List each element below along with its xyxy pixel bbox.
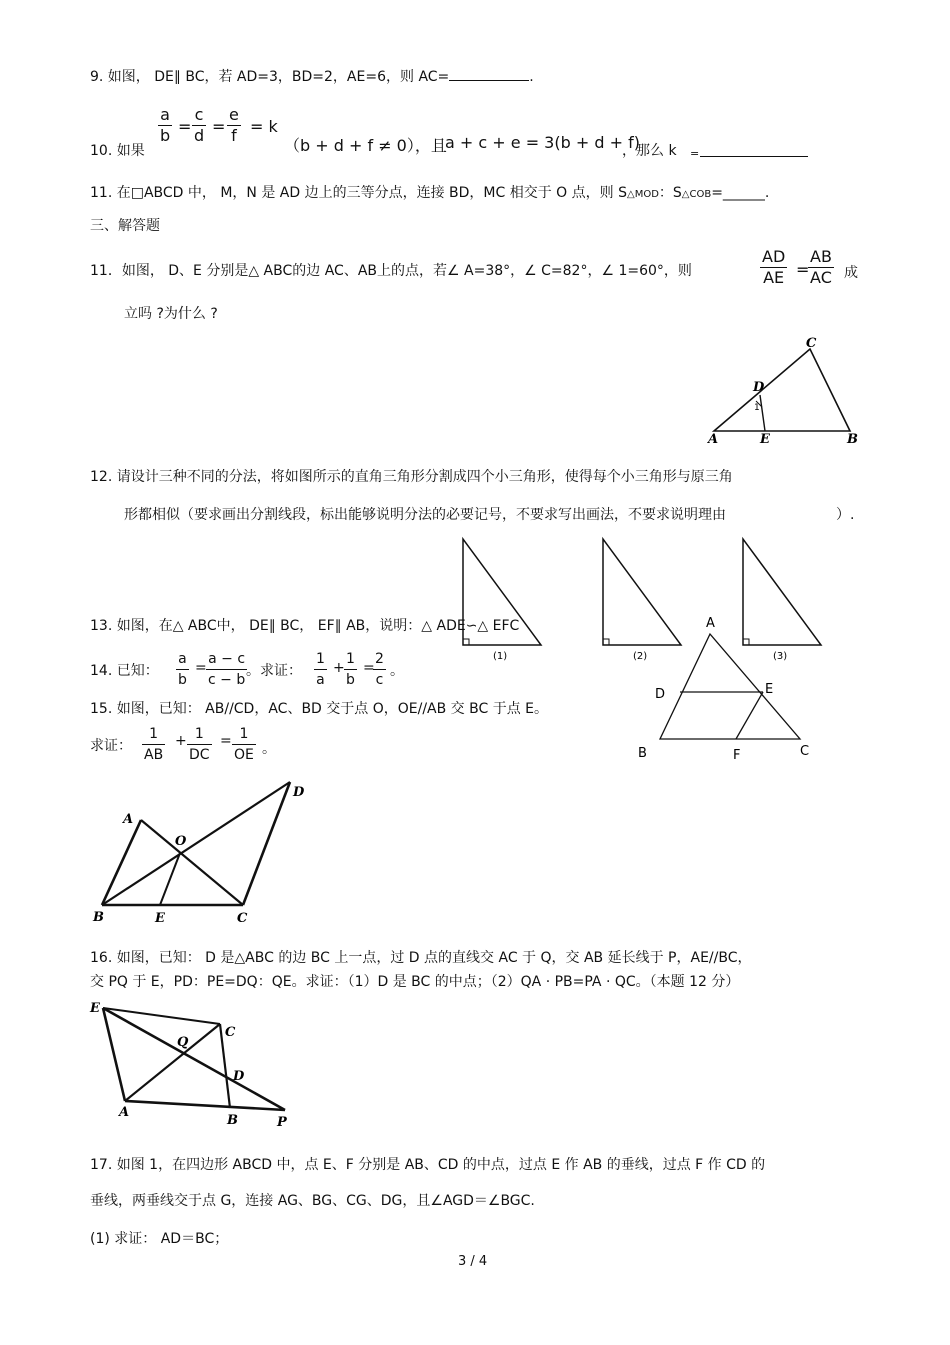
question-10-prefix: 10. 如果 (90, 143, 145, 159)
question-10-sum: a + c + e = 3(b + d + f) (445, 133, 640, 152)
triangle-pqe-figure (85, 998, 305, 1133)
answer-blank[interactable] (700, 142, 808, 157)
label-1: (1) (493, 651, 508, 662)
triangle-abc-figure (700, 335, 870, 450)
answer-blank[interactable] (449, 80, 529, 81)
right-triangle-1 (455, 535, 555, 665)
label-d: D (293, 785, 305, 800)
label-b: B (227, 1113, 238, 1128)
label-d: D (655, 687, 666, 702)
section-title: 三、解答题 (90, 218, 160, 234)
fraction-1-a: 1 a (316, 651, 325, 688)
label-b: B (847, 432, 858, 447)
label-p: P (277, 1115, 287, 1130)
fraction-a-minus-c: a − c c − b (208, 651, 246, 688)
label-e: E (765, 682, 774, 697)
label-e: E (760, 432, 770, 447)
label-a: A (708, 432, 719, 447)
fraction-e-f: e f (229, 105, 239, 145)
label-a: A (119, 1105, 130, 1120)
question-9-text: 9. 如图， DE∥ BC，若 AD=3，BD=2，AE=6，则 AC= (90, 69, 450, 85)
label-f: F (733, 748, 741, 763)
label-b: B (638, 746, 647, 761)
question-9: 9. 如图， DE∥ BC，若 AD=3，BD=2，AE=6，则 AC= . (90, 69, 534, 85)
trapezoid-figure (85, 775, 325, 935)
label-e: E (155, 911, 165, 926)
fraction-1-oe: 1 OE (234, 726, 254, 763)
label-d: D (753, 380, 765, 395)
label-angle-1: 1 (754, 403, 760, 413)
label-a: A (123, 812, 134, 827)
fraction-ad-ae: AD AE (762, 247, 786, 287)
label-3: (3) (773, 651, 788, 662)
label-2: (2) (633, 651, 648, 662)
label-b: B (93, 910, 104, 925)
fraction-1-dc: 1 DC (189, 726, 210, 763)
page-number: 3 / 4 (458, 1254, 488, 1269)
triangle-def-figure (630, 612, 820, 767)
label-c: C (800, 744, 810, 759)
label-d: D (233, 1069, 245, 1084)
question-10-condition: （b + d + f ≠ 0），且 (284, 136, 447, 155)
fraction-a-b: a b (178, 651, 187, 688)
label-q: Q (177, 1035, 189, 1050)
label-c: C (225, 1025, 236, 1040)
label-o: O (175, 834, 187, 849)
fraction-c-d: c d (194, 105, 205, 145)
label-c: C (806, 336, 817, 351)
question-11a: 11. 在□ABCD 中， M，N 是 AD 边上的三等分点，连接 BD，MC 相交于 O 点，则 S△MOD：S△COB=______. (90, 185, 770, 201)
label-a: A (706, 616, 715, 631)
fraction-ab-ac: AB AC (810, 247, 832, 287)
fraction-2-c: 2 c (375, 651, 384, 688)
label-c: C (237, 911, 248, 926)
fraction-1-b: 1 b (346, 651, 355, 688)
fraction-1-ab: 1 AB (144, 726, 164, 763)
fraction-a-b: a b (160, 105, 171, 145)
label-e: E (90, 1001, 100, 1016)
